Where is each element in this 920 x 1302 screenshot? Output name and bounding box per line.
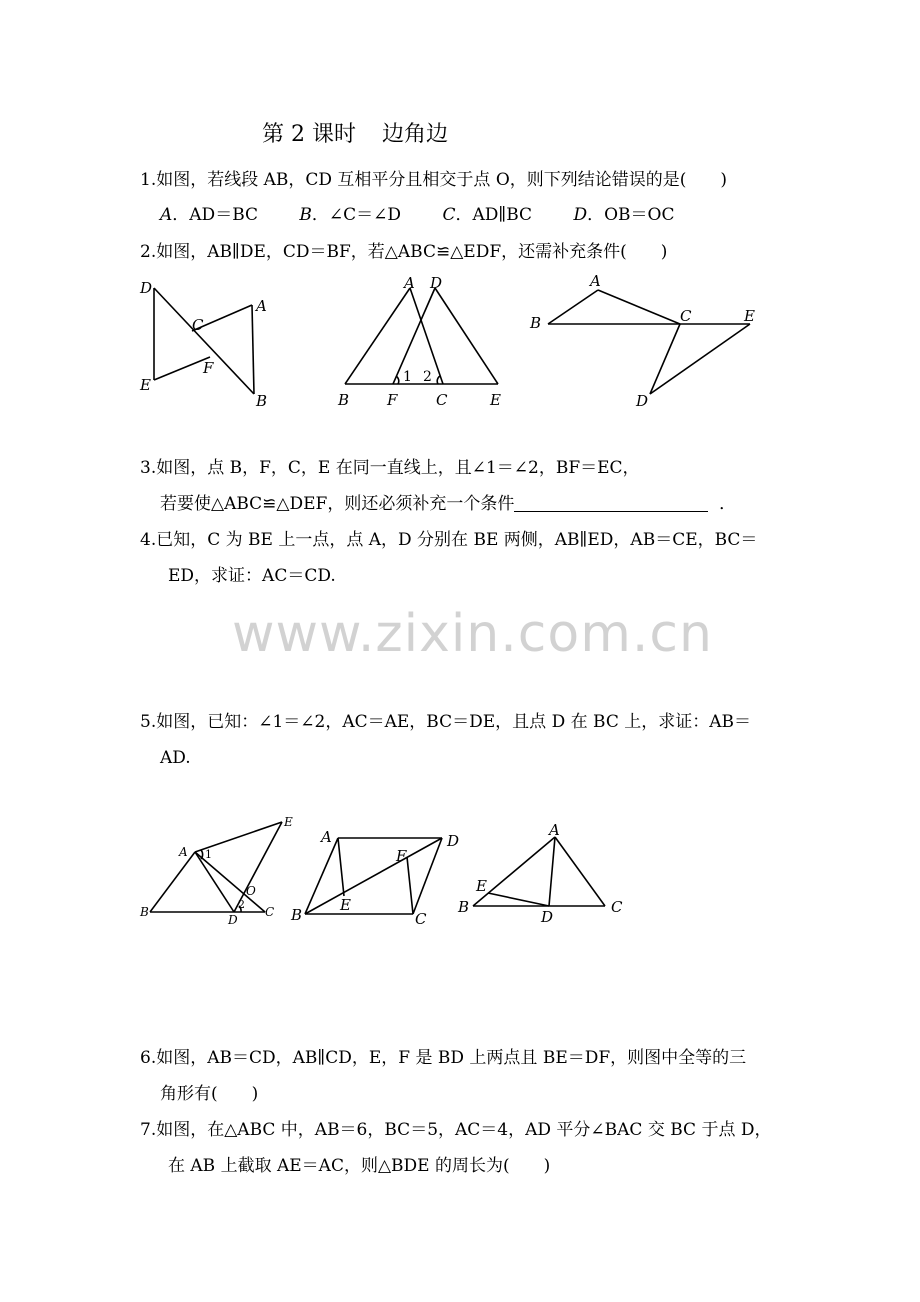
fig3-label-d: D [636, 392, 649, 410]
fig6-label-d: D [541, 908, 554, 926]
figure-2 [330, 270, 520, 415]
fig6-label-b: B [458, 898, 470, 916]
fig4-angle-1: 1 [205, 848, 212, 861]
fig2-label-a: A [404, 274, 415, 292]
fig4-label-e: E [284, 815, 293, 829]
question-4-line2: ED，求证：AC＝CD. [168, 566, 336, 586]
fig4-label-d: D [228, 913, 238, 927]
fig3-label-a: A [590, 272, 601, 290]
question-6-line1: 6.如图，AB＝CD，AB∥CD，E，F 是 BD 上两点且 BE＝DF，则图中全等的三 [140, 1048, 747, 1068]
question-3-end: ． [719, 494, 737, 514]
option-c: C．AD∥BC [442, 205, 533, 225]
fig6-label-e: E [476, 877, 487, 895]
fig1-label-a: A [256, 297, 267, 315]
fig2-label-c: C [436, 391, 448, 409]
question-1-text: 1.如图，若线段 AB，CD 互相平分且相交于点 O，则下列结论错误的是( ) [140, 170, 728, 190]
fig3-label-c: C [680, 307, 692, 325]
answer-blank [514, 493, 708, 512]
question-7-line1: 7.如图，在△ABC 中，AB＝6，BC＝5，AC＝4，AD 平分∠BAC 交 BC 于点 D， [140, 1120, 772, 1140]
question-1-options [160, 203, 710, 227]
fig4-label-c: C [265, 905, 275, 919]
fig1-label-f: F [203, 359, 214, 377]
figure-1 [130, 270, 280, 415]
title-lesson: 第 2 课时 [262, 122, 356, 147]
fig5-label-f: F [396, 847, 407, 865]
fig2-angle-2: 2 [423, 369, 432, 385]
figure-5 [285, 820, 470, 935]
question-3-line2-text: 若要使△ABC≌△DEF，则还必须补充一个条件 [160, 494, 515, 514]
fig3-label-e: E [744, 307, 755, 325]
question-3-line1: 3.如图，点 B，F，C，E 在同一直线上，且∠1＝∠2，BF＝EC， [140, 458, 640, 478]
watermark-text: www.zixin.com.cn [232, 604, 713, 664]
fig2-label-d: D [430, 274, 443, 292]
fig6-label-a: A [549, 821, 560, 839]
question-3-line2 [160, 492, 736, 516]
fig1-label-b: B [256, 392, 268, 410]
page-title [262, 120, 448, 150]
fig1-label-e: E [140, 376, 151, 394]
figure-6 [455, 815, 645, 930]
fig6-label-c: C [611, 898, 623, 916]
option-b: B．∠C＝∠D [299, 205, 402, 225]
option-d: D．OB＝OC [573, 205, 675, 225]
fig2-label-f: F [387, 391, 398, 409]
fig2-angle-1: 1 [403, 369, 412, 385]
fig1-label-d: D [140, 279, 153, 297]
fig4-angle-2: 2 [238, 898, 245, 911]
fig2-label-b: B [338, 391, 350, 409]
fig5-label-e: E [340, 896, 351, 914]
question-5-line2: AD. [160, 748, 191, 768]
fig4-label-b: B [140, 905, 149, 919]
fig2-label-e: E [490, 391, 501, 409]
figure-3 [520, 270, 770, 415]
fig5-label-d: D [447, 832, 460, 850]
question-7-line2: 在 AB 上截取 AE＝AC，则△BDE 的周长为( ) [168, 1156, 551, 1176]
fig5-label-a: A [321, 828, 332, 846]
question-5-line1: 5.如图，已知：∠1＝∠2，AC＝AE，BC＝DE，且点 D 在 BC 上，求证：AB＝ [140, 712, 751, 732]
title-topic: 边角边 [381, 122, 448, 147]
question-4-line1: 4.已知，C 为 BE 上一点，点 A，D 分别在 BE 两侧，AB∥ED，AB＝CE，BC＝ [140, 530, 758, 550]
fig3-label-b: B [530, 314, 542, 332]
fig4-label-o: O [246, 884, 256, 898]
fig4-label-a: A [179, 845, 188, 859]
fig5-label-b: B [291, 906, 303, 924]
question-6-line2: 角形有( ) [160, 1084, 259, 1104]
fig1-label-c: C [192, 316, 204, 334]
option-a: A．AD＝BC [160, 205, 259, 225]
figure-4 [130, 810, 305, 930]
fig5-label-c: C [415, 910, 427, 928]
question-2-text: 2.如图，AB∥DE，CD＝BF，若△ABC≌△EDF，还需补充条件( ) [140, 242, 668, 262]
